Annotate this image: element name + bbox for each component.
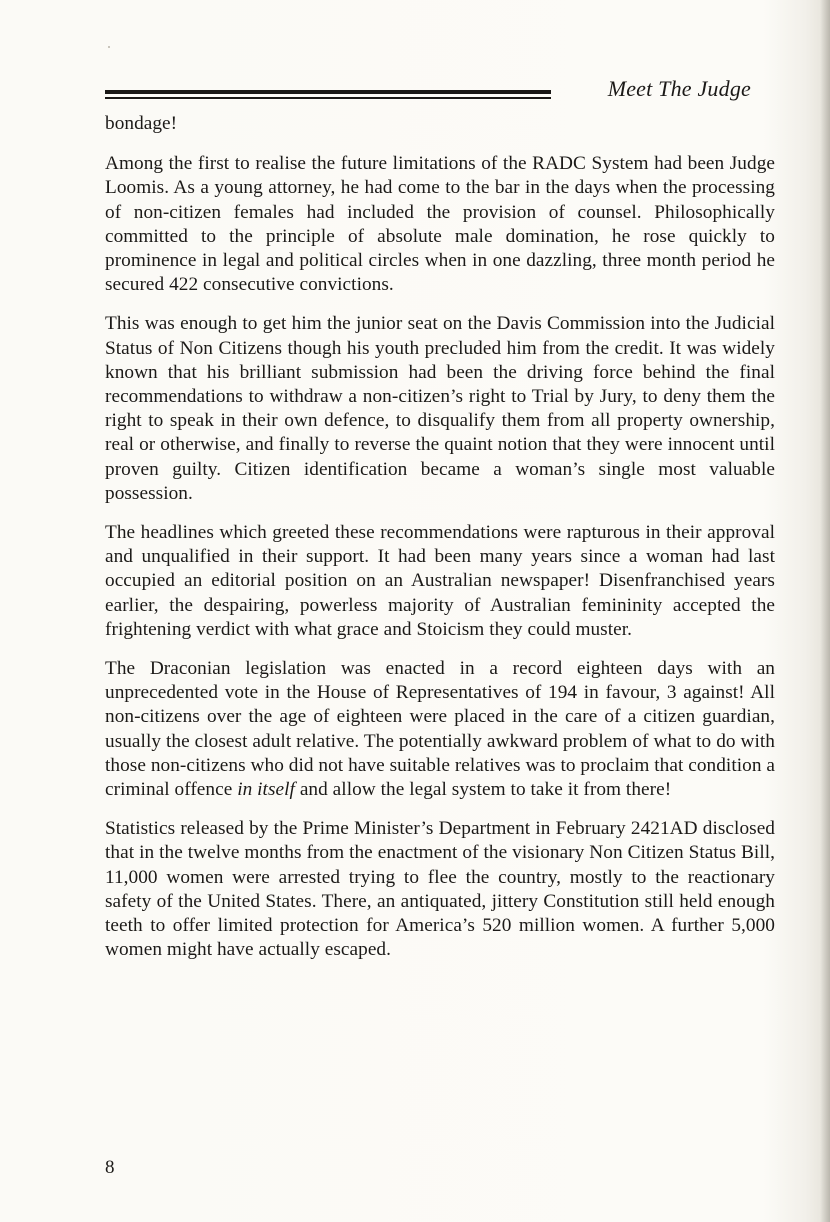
running-header — [105, 76, 755, 106]
paragraph-statistics: Statistics released by the Prime Minister’s Department in February 2421AD disclosed that in the twelve months from the enactment of the visionary Non Citizen Status Bill, 11,000 women were arrested trying to flee the country, mostly to the reactionary safety of the United States. There, an antiquated, jittery Constitution still held enough teeth to offer limited protection for America’s 520 million women. A further 5,000 women might have actually escaped. — [105, 818, 775, 961]
paragraph-continuation: bondage! — [105, 113, 178, 134]
header-rule-thick — [105, 90, 551, 94]
body-text — [105, 112, 775, 978]
paragraph-davis-commission: This was enough to get him the junior seat on the Davis Commission into the Judicial Status of Non Citizens though his youth precluded him from the credit. It was widely known that his brilliant submission had been the driving force behind the final recommendations to withdraw a non-citizen’s right to Trial by Jury, to deny them the right to speak in their own defence, to disqualify them from all property ownership, real or otherwise, and finally to reverse the quaint notion that they were innocent until proven guilty. Citizen identification became a woman’s single most valuable possession. — [105, 313, 775, 504]
paper-speck — [108, 46, 110, 48]
paragraph-text: The Draconian legislation was enacted in a record eighteen days with an unprecedented vote in the House of Representatives of 194 in favour, 3 against! All non-citizens over the age of eighteen were placed in the care of a citizen guardian, usually the closest adult relative. The potentially awkward problem of what to do with those non-citizens who did not have suitable relatives was to proclaim that condition a criminal offence — [105, 658, 775, 801]
paragraph-headlines: The headlines which greeted these recommendations were rapturous in their approval and unqualified in their support. It had been many years since a woman had last occupied an editorial position on an Australian newspaper! Disenfranchised years earlier, the despairing, powerless majority of Australian femininity accepted the frightening verdict with what grace and Stoicism they could muster. — [105, 522, 775, 640]
italic-emphasis: in itself — [237, 779, 295, 801]
header-rule-thin — [105, 97, 551, 99]
running-title: Meet The Judge — [607, 76, 751, 101]
page-edge-shadow — [820, 0, 830, 1222]
paragraph-text: and allow the legal system to take it from there! — [294, 779, 672, 801]
page-number: 8 — [105, 1157, 115, 1178]
paragraph-draconian-legislation — [105, 657, 775, 802]
paragraph-judge-loomis: Among the first to realise the future limitations of the RADC System had been Judge Loomis. As a young attorney, he had come to the bar in the days when the processing of non-citizen females had included the provision of counsel. Philosophically committed to the principle of absolute male domination, he rose quickly to prominence in legal and political circles when in one dazzling, three month period he secured 422 consecutive convictions. — [105, 153, 775, 296]
